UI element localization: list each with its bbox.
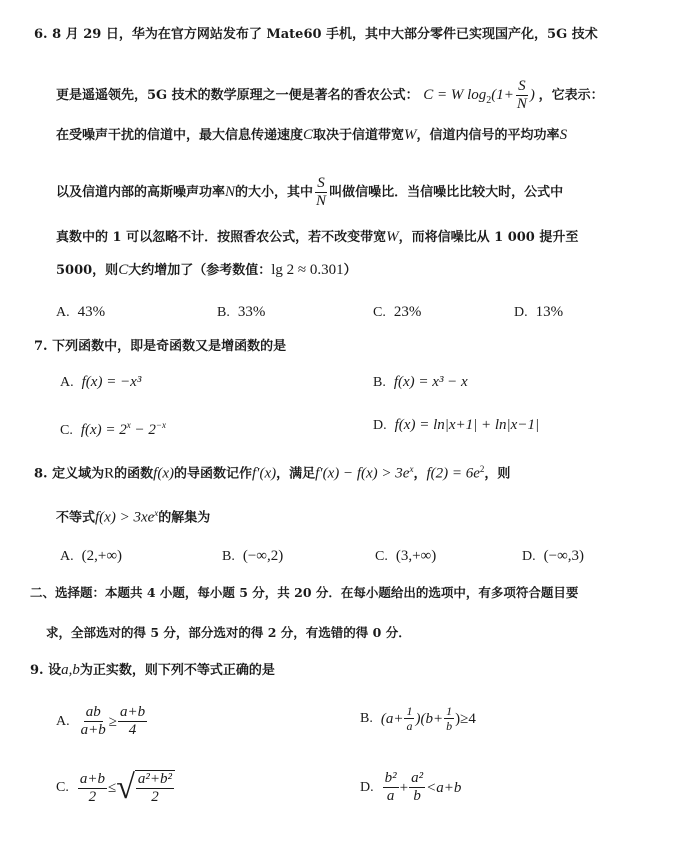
operator: ≤: [107, 780, 117, 796]
option-label: D.: [522, 549, 536, 564]
q8-option-a[interactable]: [60, 548, 122, 565]
option-text-base: f(x) = 2: [80, 422, 127, 438]
q6-text-line3: 在受噪声干扰的信道中，最大信息传递速度: [56, 128, 304, 143]
q9-number: 9.: [30, 663, 44, 678]
numerator: 1: [406, 704, 413, 718]
q7-option-a[interactable]: [60, 374, 141, 391]
snr-denominator: N: [316, 193, 327, 209]
denominator: a+b: [80, 722, 106, 738]
q7-stem-text: 下列函数中，即是奇函数又是增函数的是: [52, 339, 287, 354]
fraction: [118, 704, 147, 739]
q8-number: 8.: [34, 466, 48, 482]
q7-option-b[interactable]: [373, 374, 468, 391]
option-label: D.: [514, 305, 528, 320]
operator: +: [399, 779, 409, 796]
option-text: (3,+∞): [395, 548, 437, 564]
q6-option-a[interactable]: [56, 304, 105, 321]
q8-text: 不等式: [56, 510, 96, 526]
q9-stem: [30, 662, 275, 679]
option-label: A.: [56, 305, 70, 320]
math-fx: f(x): [153, 465, 174, 482]
q6-line5: [56, 229, 578, 246]
option-label: D.: [360, 779, 374, 795]
option-text: [81, 422, 166, 438]
expr-part: )≥4: [455, 710, 476, 727]
option-label: A.: [60, 375, 74, 390]
set-r: R: [104, 465, 115, 482]
option-text: (−∞,3): [543, 548, 585, 564]
formula-close: ): [529, 86, 535, 103]
option-text: 23%: [393, 304, 422, 320]
exponent: 2: [479, 464, 485, 474]
var-w: W: [404, 127, 417, 143]
square-root: [116, 770, 175, 806]
option-text: f(x) = ln|x+1| + ln|x−1|: [394, 417, 540, 433]
exponent: x: [409, 464, 414, 474]
option-label: B.: [222, 549, 235, 564]
fraction: [409, 770, 425, 805]
option-text: 43%: [77, 304, 106, 320]
var-w-2: W: [386, 229, 399, 245]
q6-text-line5: 真数中的 1 可以忽略不计．按照香农公式，若不改变带宽: [56, 230, 387, 245]
q6-line2: [56, 78, 604, 113]
exponent: −x: [155, 420, 166, 430]
option-label: D.: [373, 418, 387, 433]
q7-stem: [34, 339, 286, 355]
q6-text-line2: 更是遥遥领先，5G 技术的数学原理之一便是著名的香农公式：: [56, 87, 419, 103]
fraction: [444, 704, 454, 733]
denominator: a: [386, 788, 395, 804]
reference-value: lg 2 ≈ 0.301: [271, 262, 344, 278]
formula-open: (1+: [491, 86, 514, 103]
fraction: [404, 704, 414, 733]
q8-text: ，则: [484, 466, 511, 482]
var-n: N: [225, 184, 236, 200]
q9-option-d[interactable]: [360, 770, 461, 805]
q6-text-line3-post: ，信道内信号的平均功率: [416, 128, 560, 143]
exponent: x: [126, 420, 131, 430]
q6-text-line4-post: 叫做信噪比．当信噪比比较大时，公式中: [329, 185, 564, 200]
option-text: 33%: [237, 304, 266, 320]
denominator: b: [446, 719, 453, 733]
formula-fraction: [515, 78, 529, 113]
q6-number: 6.: [34, 27, 48, 42]
q8-text: ，: [413, 466, 427, 482]
math-fprime: f′(x): [252, 465, 277, 482]
var-c: C: [303, 127, 314, 143]
numerator: b²: [384, 770, 397, 786]
denominator: 2: [88, 788, 97, 805]
q6-text-line2-post: ，它表示：: [538, 87, 604, 103]
q8-line2: [56, 505, 210, 526]
q8-text: ，满足: [276, 466, 316, 482]
section2-line2: 求，全部选对的得 5 分，部分选对的得 2 分，有选错的得 0 分．: [46, 625, 411, 640]
expr-part: )(b+: [415, 710, 444, 727]
q8-option-b[interactable]: [222, 548, 283, 565]
var-s: S: [559, 127, 568, 143]
q6-text-line6: 5000，则: [56, 263, 119, 278]
section2-line1: 二、选择题：本题共 4 小题，每小题 5 分，共 20 分．在每小题给出的选项中，有多项符合题目要: [30, 585, 579, 600]
q8-option-d[interactable]: [522, 548, 584, 565]
snr-fraction: [314, 175, 328, 210]
q8-option-c[interactable]: [375, 548, 436, 565]
option-text: 13%: [535, 304, 564, 320]
q7-option-c[interactable]: [60, 417, 166, 439]
math-f2: f(2) = 6e: [426, 465, 480, 482]
q6-text-line3-mid: 取决于信道带宽: [313, 128, 405, 143]
q6-text-line6-post: ）: [343, 263, 357, 278]
option-text: f(x) = −x³: [81, 374, 142, 390]
option-label: C.: [56, 780, 69, 795]
q6-text-line4: 以及信道内部的高斯噪声功率: [56, 185, 226, 200]
denominator: 2: [151, 789, 159, 805]
expr-part: (a+: [380, 710, 404, 727]
math-inequality: f′(x) − f(x) > 3e: [315, 465, 410, 482]
shannon-formula: [423, 78, 538, 112]
option-label: C.: [373, 305, 386, 320]
option-label: B.: [373, 375, 386, 390]
q9-option-b[interactable]: [360, 704, 476, 733]
q6-line4: [56, 175, 563, 210]
q9-option-a[interactable]: [56, 704, 148, 739]
option-label: B.: [360, 710, 373, 726]
numerator: a²: [411, 770, 424, 786]
fraction: [383, 770, 399, 805]
operator: ≥: [108, 713, 117, 730]
option-label: B.: [217, 305, 230, 320]
q7-option-d[interactable]: [373, 417, 539, 434]
q6-text-line6-mid: 大约增加了（参考数值：: [128, 263, 272, 278]
q6-text-line4-mid: 的大小，其中: [235, 185, 314, 200]
fraction: [79, 704, 108, 739]
math-vars: a,b: [61, 662, 80, 678]
fraction: [136, 771, 174, 806]
snr-numerator: S: [317, 175, 325, 191]
denominator: b: [413, 788, 421, 804]
option-label: A.: [60, 549, 74, 564]
q9-option-c[interactable]: [56, 770, 175, 806]
formula-denominator: N: [516, 96, 527, 112]
q6-option-d[interactable]: [514, 304, 563, 321]
numerator: a+b: [79, 770, 105, 787]
numerator: a+b: [119, 704, 146, 720]
q6-line6: [56, 262, 357, 279]
option-label: A.: [56, 713, 70, 729]
q6-line3: [56, 127, 567, 144]
var-c-2: C: [118, 262, 129, 278]
option-text: f(x) = x³ − x: [393, 374, 468, 390]
formula-lhs: C = W log: [423, 86, 487, 103]
option-text: (−∞,2): [242, 548, 284, 564]
denominator: a: [406, 719, 413, 733]
q8-text: 定义域为: [52, 466, 105, 482]
numerator: 1: [446, 704, 453, 718]
numerator: a²+b²: [137, 771, 172, 787]
q6-line1: [34, 27, 598, 43]
q6-option-b[interactable]: [217, 304, 265, 321]
option-text: (2,+∞): [81, 548, 123, 564]
expr-part: <a+b: [426, 779, 462, 796]
q6-text-line5-post: ，而将信噪比从 1 000 提升至: [398, 230, 579, 245]
q7-number: 7.: [34, 339, 48, 354]
fraction: [78, 771, 107, 806]
exponent: x: [154, 508, 159, 518]
option-label: C.: [60, 423, 73, 438]
formula-numerator: S: [518, 78, 526, 94]
q9-text: 设: [48, 663, 62, 678]
q8-text: 的解集为: [158, 510, 211, 526]
math-inequality: f(x) > 3xe: [95, 509, 155, 526]
q6-option-c[interactable]: [373, 304, 421, 321]
numerator: ab: [85, 704, 101, 720]
q9-text: 为正实数，则下列不等式正确的是: [79, 663, 275, 678]
option-text-mid: − 2: [130, 422, 156, 438]
option-label: C.: [375, 549, 388, 564]
denominator: 4: [128, 722, 137, 738]
q8-text: 的导函数记作: [173, 466, 252, 482]
q8-text: 的函数: [114, 466, 154, 482]
radical-sign: √: [116, 769, 135, 806]
formula-log-base: 2: [486, 94, 492, 106]
q8-line1: [34, 461, 510, 482]
q6-text-line1: 8 月 29 日，华为在官方网站发布了 Mate60 手机，其中大部分零件已实现国产化，5G 技术: [52, 27, 598, 42]
